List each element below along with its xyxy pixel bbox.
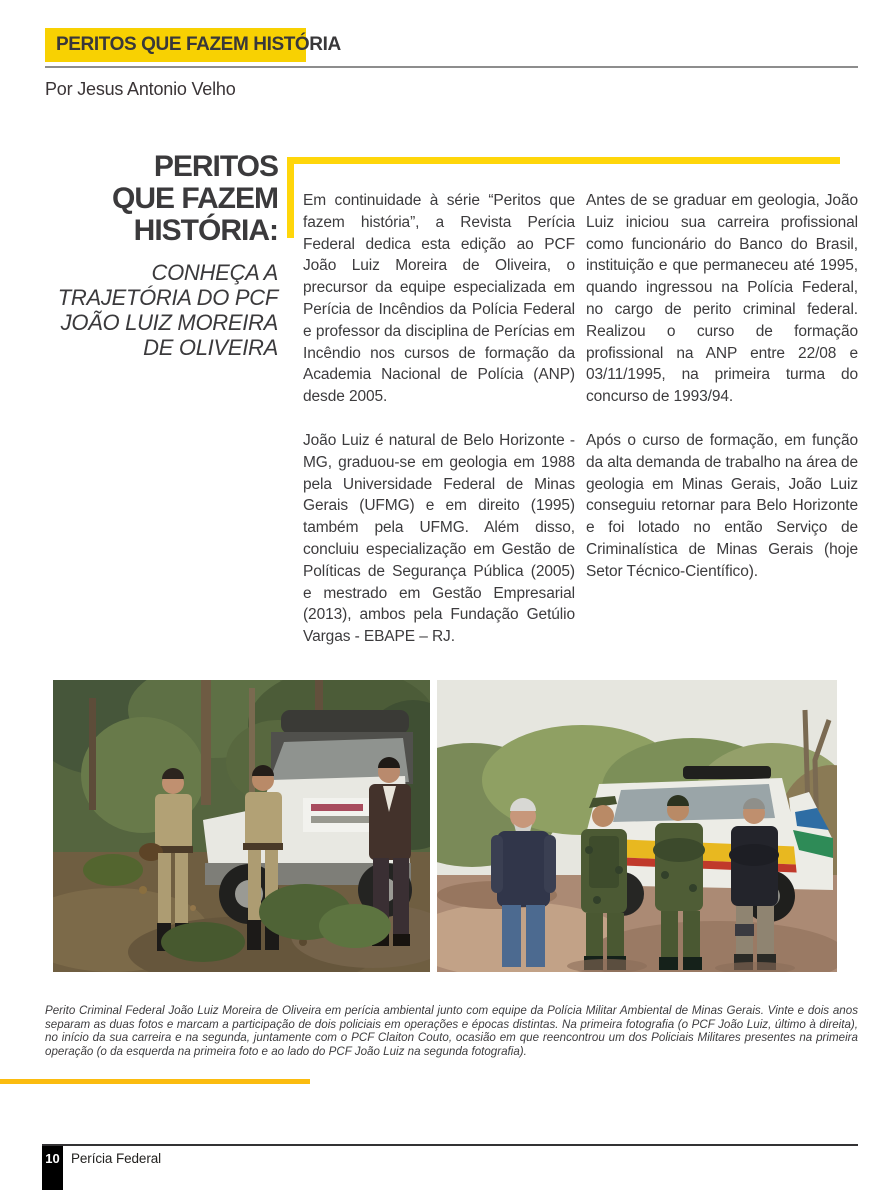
headline-title-line: QUE FAZEM	[111, 182, 278, 215]
article-column-2	[586, 190, 858, 605]
headline-block	[30, 151, 278, 360]
accent-frame-horizontal	[287, 157, 840, 164]
headline-subtitle-line: DE OLIVEIRA	[143, 335, 278, 360]
bottom-accent-bar	[0, 1079, 310, 1084]
paragraph: Após o curso de formação, em função da alta demanda de trabalho na área de geologia em Minas Gerais, João Luiz conseguiu retornar para Belo Horizonte e foi lotado no então Serviço de Criminalística de Minas Gerais (hoje Setor Técnico-Científico).	[586, 431, 858, 580]
headline-subtitle-line: JOÃO LUIZ MOREIRA	[60, 310, 278, 335]
byline: Por Jesus Antonio Velho	[45, 79, 236, 99]
headline-subtitle-line: TRAJETÓRIA DO PCF	[57, 285, 278, 310]
photo-field-operation-early	[53, 680, 430, 972]
headline-subtitle-line: CONHEÇA A	[151, 260, 278, 285]
section-banner-label: PERITOS QUE FAZEM HISTÓRIA	[56, 34, 341, 55]
photo-field-operation-recent	[437, 680, 837, 972]
headline-title-line: HISTÓRIA:	[133, 214, 278, 247]
magazine-name: Perícia Federal	[71, 1151, 162, 1166]
page-number: 10	[45, 1151, 60, 1166]
header-divider	[45, 66, 858, 68]
headline-title-line: PERITOS	[153, 150, 278, 183]
footer-divider	[42, 1144, 858, 1146]
headline-subtitle	[30, 260, 278, 360]
paragraph: Antes de se graduar em geologia, João Luiz iniciou sua carreira profissional como funcionário do Banco do Brasil, instituição e que permaneceu até 1995, quando ingressou na Polícia Federal, no cargo de perito criminal federal. Realizou o curso de formação profissional na ANP entre 22/08 e 03/11/1995, na primeira turma do concurso de 1993/94.	[586, 192, 858, 406]
paragraph: João Luiz é natural de Belo Horizonte - MG, graduou-se em geologia em 1988 pela Universidade Federal de Minas Gerais (UFMG) e em direito (1995) também pela UFMG. Além disso, concluiu especialização em Gestão de Políticas de Segurança Pública (2005) e mestrado em Gestão Empresarial (2013), ambos pela Fundação Getúlio Vargas - EBAPE – RJ.	[303, 431, 575, 646]
photo-left-illustration	[53, 680, 430, 972]
paragraph: Em continuidade à série “Peritos que fazem história”, a Revista Perícia Federal dedica esta edição ao PCF João Luiz Moreira de Oliveira, o precursor da equipe especializada em Perícia de Incêndios da Polícia Federal e professor da disciplina de Perícias em Incêndio nos cursos de formação da Academia Nacional de Polícia (ANP) desde 2005.	[303, 192, 575, 406]
photo-caption: Perito Criminal Federal João Luiz Moreira de Oliveira em perícia ambiental junto com equipe da Polícia Militar Ambiental de Minas Gerais. Vinte e dois anos separam as duas fotos e marcam a participação de dois policiais em operações e épocas distintas. Na primeira fotografia (o PCF João Luiz, último à direita), no início da sua carreira e na segunda, juntamente com o PCF Claiton Couto, ocasião em que reencontrou um dos Policiais Militares presentes na primeira operação (o da esquerda na primeira foto e ao lado do PCF João Luiz na segunda fotografia).	[45, 1004, 858, 1059]
photo-right-illustration	[437, 680, 837, 972]
page-number-box	[42, 1146, 63, 1190]
article-column-1	[303, 190, 575, 670]
accent-frame-vertical	[287, 157, 294, 238]
headline-title	[30, 151, 278, 247]
section-banner	[45, 28, 341, 62]
